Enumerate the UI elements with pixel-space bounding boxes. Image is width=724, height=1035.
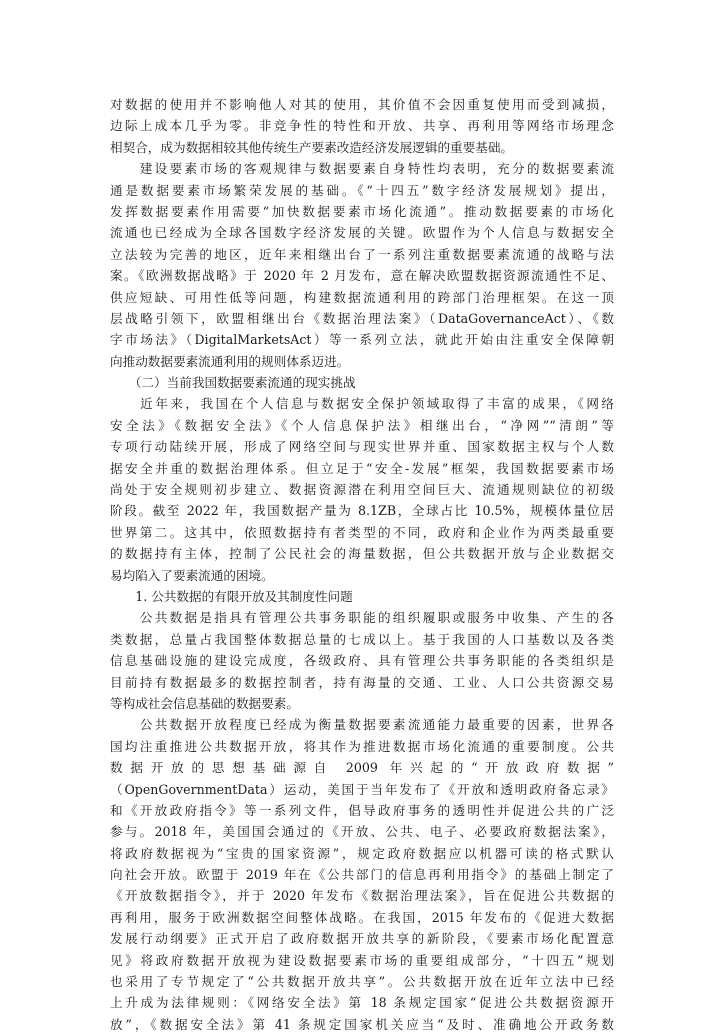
text-line: 边际上成本几乎为零。非竞争性的特性和开放、共享、再利用等网络市场理念 [110, 118, 614, 134]
text-line: 世界第二。这其中，依照数据持有者类型的不同，政府和企业作为两类最重要 [110, 524, 614, 540]
text-line: 对数据的使用并不影响他人对其的使用，其价值不会因重复使用而受到减损， [110, 97, 614, 112]
text-line: 国均注重推进公共数据开放，将其作为推进数据市场化流通的重要制度。公共 [110, 738, 614, 754]
text-line: 层战略引领下，欧盟相继出台《数据治理法案》（DataGovernanceAct）、《数 [110, 310, 614, 326]
text-line: 建设要素市场的客观规律与数据要素自身特性均表明，充分的数据要素流 [110, 161, 614, 177]
text-line: 信息基础设施的建设完成度，各级政府、具有管理公共事务职能的各类组织是 [110, 653, 614, 669]
text-line: 近年来，我国在个人信息与数据安全保护领域取得了丰富的成果，《网络 [110, 396, 614, 412]
text-line: 《开放数据指令》，并于 2020 年发布《数据治理法案》，旨在促进公共数据的 [110, 888, 614, 904]
text-line: 流通也已经成为全球各国数字经济发展的关键。欧盟作为个人信息与数据安全 [110, 225, 614, 241]
body-text [110, 94, 614, 1035]
text-line: 将政府数据视为“宝贵的国家资源”，规定政府数据应以机器可读的格式默认 [110, 845, 614, 861]
text-line: 阶段。截至 2022 年，我国数据产量为 8.1ZB，全球占比 10.5%，规模体量位居 [110, 503, 614, 519]
text-line: （二）当前我国数据要素流通的现实挑战 [110, 375, 356, 391]
text-line: 向推动数据要素流通利用的规则体系迈进。 [110, 353, 350, 369]
text-line: 公共数据是指具有管理公共事务职能的组织履职或服务中收集、产生的各 [110, 610, 614, 626]
text-line: （OpenGovernmentData）运动，美国于当年发布了《开放和透明政府备忘录》 [110, 781, 614, 797]
text-line: 放”，《数据安全法》第 41 条规定国家机关应当“及时、准确地公开政务数 [110, 1016, 614, 1032]
text-line: 字市场法》（DigitalMarketsAct）等一系列立法，就此开始由注重安全保障朝 [110, 332, 614, 348]
text-line: 供应短缺、可用性低等问题，构建数据流通利用的跨部门治理框架。在这一顶 [110, 289, 614, 305]
text-line: 再利用，服务于欧洲数据空间整体战略。在我国，2015 年发布的《促进大数据 [110, 909, 614, 925]
text-line: 上升成为法律规则：《网络安全法》第 18 条规定国家“促进公共数据资源开 [110, 995, 614, 1011]
text-line: 见》将政府数据开放视为建设数据要素市场的重要组成部分，“十四五”规划 [110, 952, 614, 968]
text-line: 发展行动纲要》正式开启了政府数据开放共享的新阶段，《要素市场化配置意 [110, 931, 614, 947]
text-line: 发挥数据要素作用需要“加快数据要素市场化流通”。推动数据要素的市场化 [110, 203, 614, 219]
text-line: 尚处于安全规则初步建立、数据资源潜在利用空间巨大、流通规则缺位的初级 [110, 482, 614, 498]
text-line: 通是数据要素市场繁荣发展的基础。《“十四五”数字经济发展规划》提出， [110, 182, 614, 198]
text-line: 相契合，成为数据相较其他传统生产要素改造经济发展逻辑的重要基础。 [110, 139, 513, 155]
text-line: 等构成社会信息基础的数据要素。 [110, 695, 299, 711]
text-line: 易均陷入了要素流通的困境。 [110, 567, 274, 583]
text-line: 案。《欧洲数据战略》于 2020 年 2 月发布，意在解决欧盟数据资源流通性不足、 [110, 268, 614, 284]
text-line: 1. 公共数据的有限开放及其制度性问题 [110, 588, 353, 604]
text-line: 公共数据开放程度已经成为衡量数据要素流通能力最重要的因素，世界各 [110, 717, 614, 733]
text-line: 参与。2018 年，美国国会通过的《开放、公共、电子、必要政府数据法案》， [110, 824, 614, 840]
text-line: 数据开放的思想基础源自 2009 年兴起的“开放政府数据” [110, 760, 614, 776]
text-line: 据安全并重的数据治理体系。但立足于“安全-发展”框架，我国数据要素市场 [110, 460, 614, 476]
text-line: 也采用了专节规定了“公共数据开放共享”。公共数据开放在近年立法中已经 [110, 974, 614, 990]
text-line: 和《开放政府指令》等一系列文件，倡导政府事务的透明性并促进公共的广泛 [110, 802, 614, 818]
text-line: 目前持有数据最多的数据控制者，持有海量的交通、工业、人口公共资源交易 [110, 674, 614, 690]
text-line: 类数据，总量占我国整体数据总量的七成以上。基于我国的人口基数以及各类 [110, 631, 614, 647]
text-line: 立法较为完善的地区，近年来相继出台了一系列注重数据要素流通的战略与法 [110, 246, 614, 262]
text-line: 专项行动陆续开展，形成了网络空间与现实世界并重、国家数据主权与个人数 [110, 439, 614, 455]
text-line: 向社会开放。欧盟于 2019 年在《公共部门的信息再利用指令》的基础上制定了 [110, 867, 614, 883]
text-line: 安全法》《数据安全法》《个人信息保护法》相继出台，“净网”“清朗”等 [110, 417, 614, 433]
text-line: 的数据持有主体，控制了公民社会的海量数据，但公共数据开放与企业数据交 [110, 546, 614, 562]
